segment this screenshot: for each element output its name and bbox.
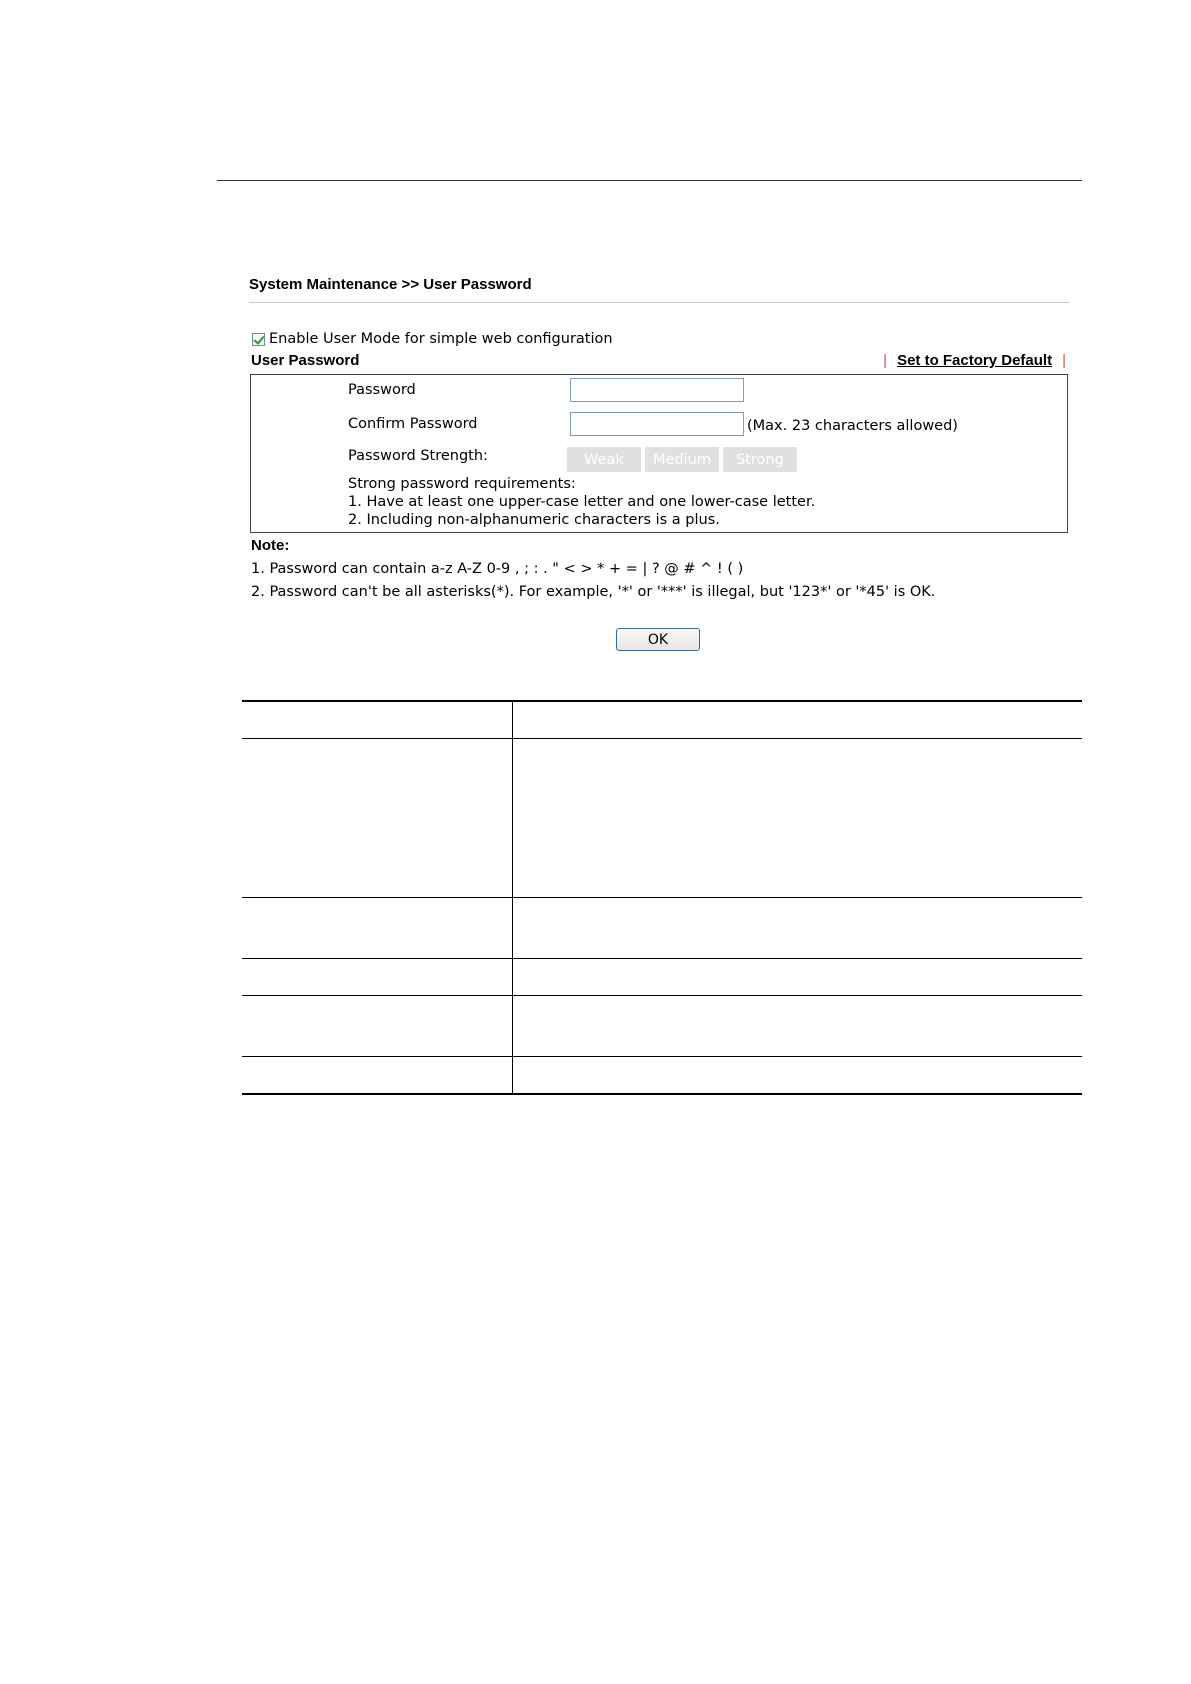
user-password-box	[250, 374, 1068, 533]
password-input[interactable]	[570, 378, 744, 402]
table-column-divider	[512, 700, 513, 1095]
note-line-2: 2. Password can't be all asterisks(*). For example, '*' or '***' is illegal, but '123*' or '*45' is OK.	[251, 584, 936, 600]
strength-strong: Strong	[723, 447, 797, 472]
ok-button[interactable]: OK	[616, 628, 700, 651]
factory-default-area	[883, 352, 1066, 369]
password-label: Password	[348, 382, 416, 398]
separator-left: |	[883, 352, 888, 369]
enable-user-mode-row[interactable]	[252, 331, 613, 347]
page-title: System Maintenance >> User Password	[249, 276, 532, 293]
table-row-divider	[242, 738, 1082, 739]
confirm-password-input[interactable]	[570, 412, 744, 436]
max-characters-note: (Max. 23 characters allowed)	[747, 418, 958, 434]
confirm-password-label: Confirm Password	[348, 416, 478, 432]
table-top-border	[242, 700, 1082, 702]
requirements-title: Strong password requirements:	[348, 476, 576, 492]
section-label: User Password	[251, 352, 360, 369]
requirement-2: 2. Including non-alphanumeric characters is a plus.	[348, 512, 720, 528]
strength-weak: Weak	[567, 447, 641, 472]
password-strength-label: Password Strength:	[348, 448, 488, 464]
note-line-1: 1. Password can contain a-z A-Z 0-9 , ; : . " < > * + = | ? @ # ^ ! ( )	[251, 561, 744, 577]
set-to-factory-default-link[interactable]: Set to Factory Default	[897, 352, 1053, 369]
title-divider	[249, 302, 1069, 303]
requirement-1: 1. Have at least one upper-case letter and one lower-case letter.	[348, 494, 816, 510]
note-title: Note:	[251, 537, 290, 554]
enable-user-mode-label: Enable User Mode for simple web configuration	[269, 331, 613, 347]
table-row-divider	[242, 995, 1082, 996]
table-row-divider	[242, 897, 1082, 898]
enable-user-mode-checkbox[interactable]	[252, 333, 265, 346]
table-row-divider	[242, 958, 1082, 959]
strength-medium: Medium	[645, 447, 719, 472]
table-bottom-border	[242, 1093, 1082, 1095]
table-row-divider	[242, 1056, 1082, 1057]
top-rule	[217, 180, 1082, 181]
separator-right: |	[1062, 352, 1066, 369]
